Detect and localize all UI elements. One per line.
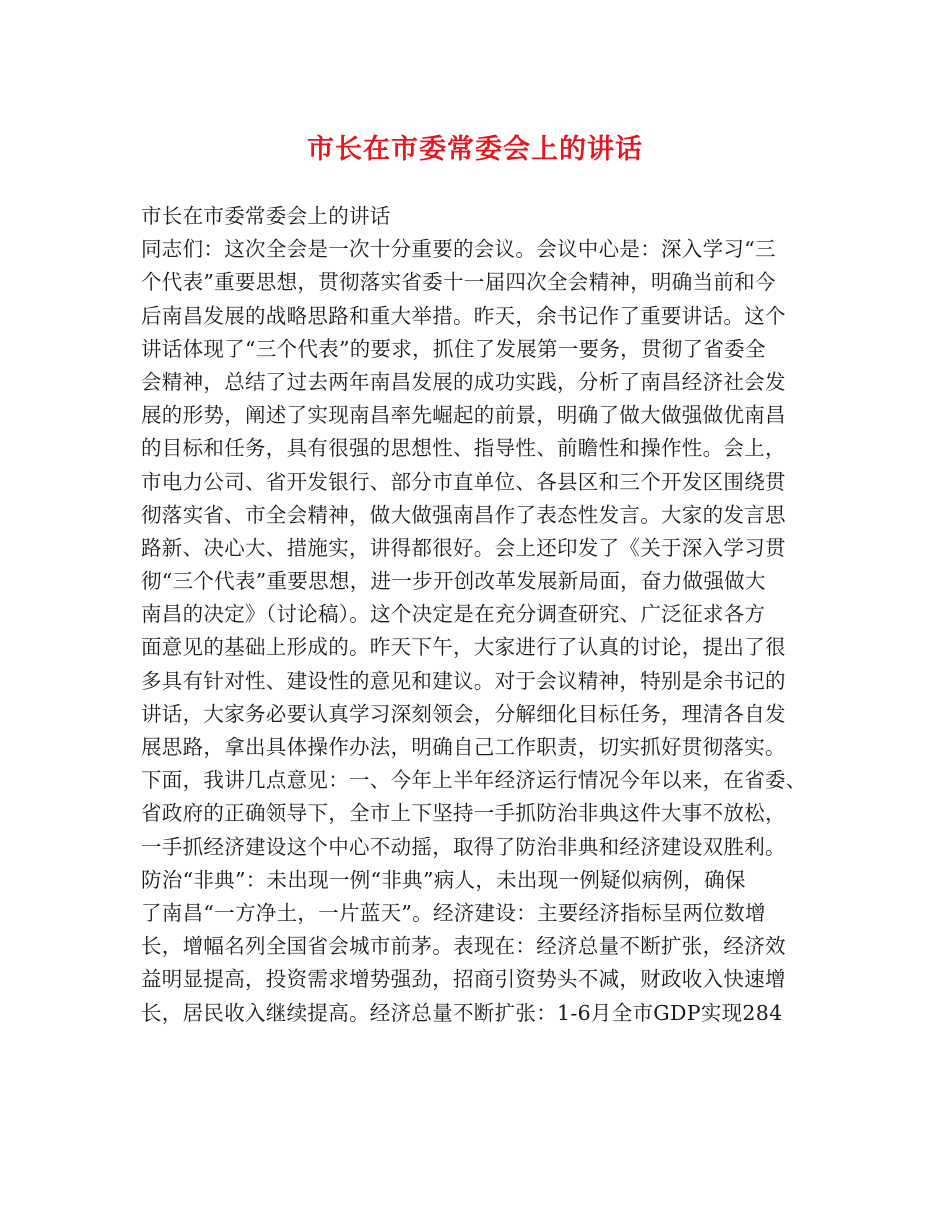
body-line: 的目标和任务，具有很强的思想性、指导性、前瞻性和操作性。会上， (141, 436, 786, 461)
body-line: 展的形势，阐述了实现南昌率先崛起的前景，明确了做大做强做优南昌 (141, 403, 786, 428)
body-line: 个代表”重要思想，贯彻落实省委十一届四次全会精神，明确当前和今 (141, 270, 776, 295)
body-line: 讲话，大家务必要认真学习深刻领会，分解细化目标任务，理清各自发 (141, 701, 786, 726)
body-line: 下面，我讲几点意见：一、今年上半年经济运行情况今年以来，在省委、 (141, 768, 807, 793)
document-body (141, 200, 826, 1030)
document-title: 市长在市委常委会上的讲话 (307, 134, 643, 165)
body-line: 面意见的基础上形成的。昨天下午，大家进行了认真的讨论，提出了很 (141, 635, 786, 660)
body-line: 南昌的决定》（讨论稿）。这个决定是在充分调查研究、广泛征求各方 (141, 602, 766, 627)
body-line: 长，居民收入继续提高。经济总量不断扩张：1-6月全市GDP实现284 (141, 1000, 783, 1025)
body-line: 多具有针对性、建设性的意见和建议。对于会议精神，特别是余书记的 (141, 668, 786, 693)
body-line: 路新、决心大、措施实，讲得都很好。会上还印发了《关于深入学习贯 (141, 535, 786, 560)
body-line: 市长在市委常委会上的讲话 (141, 204, 391, 228)
body-line: 彻“三个代表”重要思想，进一步开创改革发展新局面，奋力做强做大 (141, 569, 766, 594)
body-line: 益明显提高，投资需求增势强劲，招商引资势头不减，财政收入快速增 (141, 967, 786, 992)
body-line: 防治“非典”：未出现一例“非典”病人，未出现一例疑似病例，确保 (141, 867, 746, 892)
body-line: 同志们：这次全会是一次十分重要的会议。会议中心是：深入学习“三 (141, 237, 776, 262)
body-line: 省政府的正确领导下，全市上下坚持一手抓防治非典这件大事不放松， (141, 801, 786, 826)
body-line: 市电力公司、省开发银行、部分市直单位、各县区和三个开发区围绕贯 (141, 469, 786, 494)
body-line: 会精神，总结了过去两年南昌发展的成功实践，分析了南昌经济社会发 (141, 369, 786, 394)
body-line: 一手抓经济建设这个中心不动摇，取得了防治非典和经济建设双胜利。 (141, 834, 786, 859)
body-line: 后南昌发展的战略思路和重大举措。昨天，余书记作了重要讲话。这个 (141, 303, 786, 328)
body-line: 展思路，拿出具体操作办法，明确自己工作职责，切实抓好贯彻落实。 (141, 735, 786, 759)
body-line: 讲话体现了“三个代表”的要求，抓住了发展第一要务，贯彻了省委全 (141, 336, 766, 361)
body-line: 了南昌“一方净土，一片蓝天”。经济建设：主要经济指标呈两位数增 (141, 900, 766, 925)
body-line: 长，增幅名列全国省会城市前茅。表现在：经济总量不断扩张，经济效 (141, 934, 786, 959)
body-line: 彻落实省、市全会精神，做大做强南昌作了表态性发言。大家的发言思 (141, 502, 786, 527)
